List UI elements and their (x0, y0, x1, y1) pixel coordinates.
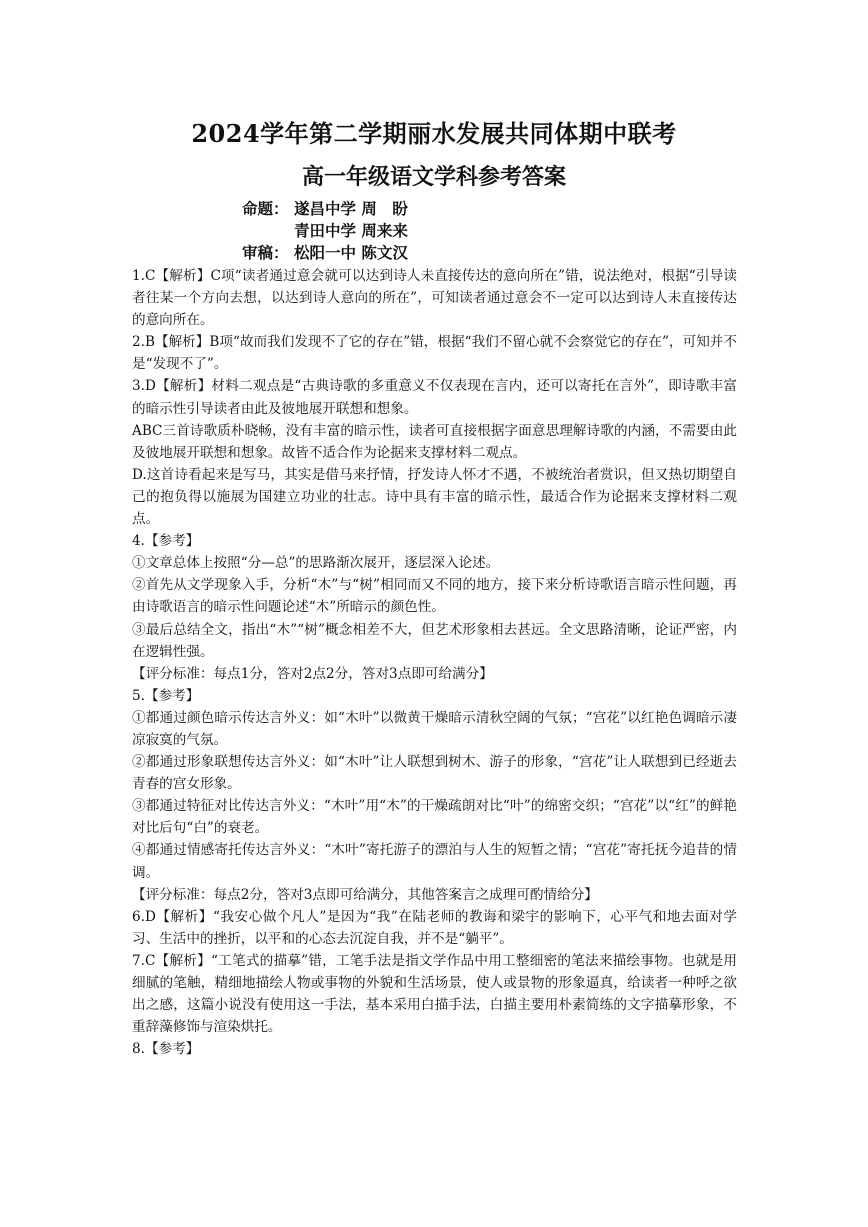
author-row (242, 220, 408, 242)
authors-block (242, 198, 408, 264)
reviewer-row (242, 242, 408, 264)
answer-content (132, 265, 737, 1060)
author-label: 命题： (242, 200, 289, 218)
author-text: 遂昌中学 周 盼 (294, 200, 408, 218)
answer-6: 6.D【解析】“我安心做个凡人”是因为“我”在陆老师的教诲和梁宇的影响下，心平气和地去面对学习、生活中的挫折，以平和的心态去沉淀自我，并不是“躺平”。 (132, 908, 737, 947)
answer-4-scoring: 【评分标准：每点1分，答对2点2分，答对3点即可给满分】 (132, 665, 493, 682)
answer-3-abc: ABC三首诗歌质朴晓畅，没有丰富的暗示性，读者可直接根据字面意思理解诗歌的内涵，不需要由此及彼地展开联想和想象。故皆不适合作为论据来支撑材料二观点。 (132, 422, 737, 461)
answer-5-scoring: 【评分标准：每点2分，答对3点即可给满分，其他答案言之成理可酌情给分】 (132, 886, 598, 903)
answer-5-point-3: ③都通过特征对比传达言外义：“木叶”用“木”的干燥疏朗对比“叶”的绵密交织；“宫花”以“红”的鲜艳对比后句“白”的衰老。 (132, 798, 737, 837)
answer-1: 1.C【解析】C项“读者通过意会就可以达到诗人未直接传达的意向所在”错，说法绝对，根据“引导读者往某一个方向去想，以达到诗人意向的所在”，可知读者通过意会不一定可以达到诗人未直接传达的意向所在。 (132, 268, 737, 329)
answer-4-point-1: ①文章总体上按照“分—总”的思路渐次展开，逐层深入论述。 (132, 555, 500, 572)
answer-7: 7.C【解析】“工笔式的描摹”错，工笔手法是指文学作品中用工整细密的笔法来描绘事物。也就是用细腻的笔触，精细地描绘人物或事物的外貌和生活场景，使人或景物的形象逼真，给读者一种呼之欲出之感，这篇小说没有使用这一手法，基本采用白描手法，白描主要用朴素简练的文字描摹形象，不重辞藻修饰与渲染烘托。 (132, 952, 737, 1036)
answer-2: 2.B【解析】B项“故而我们发现不了它的存在”错，根据“我们不留心就不会察觉它的存在”，可知并不是“发现不了”。 (132, 334, 737, 373)
answer-5-point-4: ④都通过情感寄托传达言外义：“木叶”寄托游子的漂泊与人生的短暂之情；“宫花”寄托抚今追昔的情调。 (132, 842, 737, 881)
answer-8-heading: 8.【参考】 (132, 1041, 200, 1058)
answer-3: 3.D【解析】材料二观点是“古典诗歌的多重意义不仅表现在言内，还可以寄托在言外”，即诗歌丰富的暗示性引导读者由此及彼地展开联想和想象。 (132, 378, 737, 417)
answer-4-point-2: ②首先从文学现象入手，分析“木”与“树”相同而又不同的地方，接下来分析诗歌语言暗示性问题，再由诗歌语言的暗示性问题论述“木”所暗示的颜色性。 (132, 577, 737, 616)
answer-4-heading: 4.【参考】 (132, 533, 200, 550)
answer-5-heading: 5.【参考】 (132, 687, 200, 704)
answer-3-d: D.这首诗看起来是写马，其实是借马来抒情，抒发诗人怀才不遇，不被统治者赏识，但又热切期望自己的抱负得以施展为国建立功业的壮志。诗中具有丰富的暗示性，最适合作为论据来支撑材料二观点。 (132, 466, 737, 528)
answer-4-point-3: ③最后总结全文，指出“木”“树”概念相差不大，但艺术形象相去甚远。全文思路清晰，论证严密，内在逻辑性强。 (132, 621, 737, 660)
reviewer-label: 审稿： (242, 244, 289, 262)
author-row (242, 198, 408, 220)
answer-5-point-1: ①都通过颜色暗示传达言外义：如“木叶”以微黄干燥暗示清秋空阔的气氛；“宫花”以红艳色调暗示凄凉寂寞的气氛。 (132, 709, 737, 748)
page-subtitle: 高一年级语文学科参考答案 (301, 164, 566, 190)
page-title: 2024学年第二学期丽水发展共同体期中联考 (191, 119, 677, 148)
author-text: 青田中学 周来来 (294, 222, 408, 240)
answer-5-point-2: ②都通过形象联想传达言外义：如“木叶”让人联想到树木、游子的形象，“宫花”让人联想到已经逝去青春的宫女形象。 (132, 754, 737, 793)
reviewer-text: 松阳一中 陈文汉 (294, 244, 408, 262)
